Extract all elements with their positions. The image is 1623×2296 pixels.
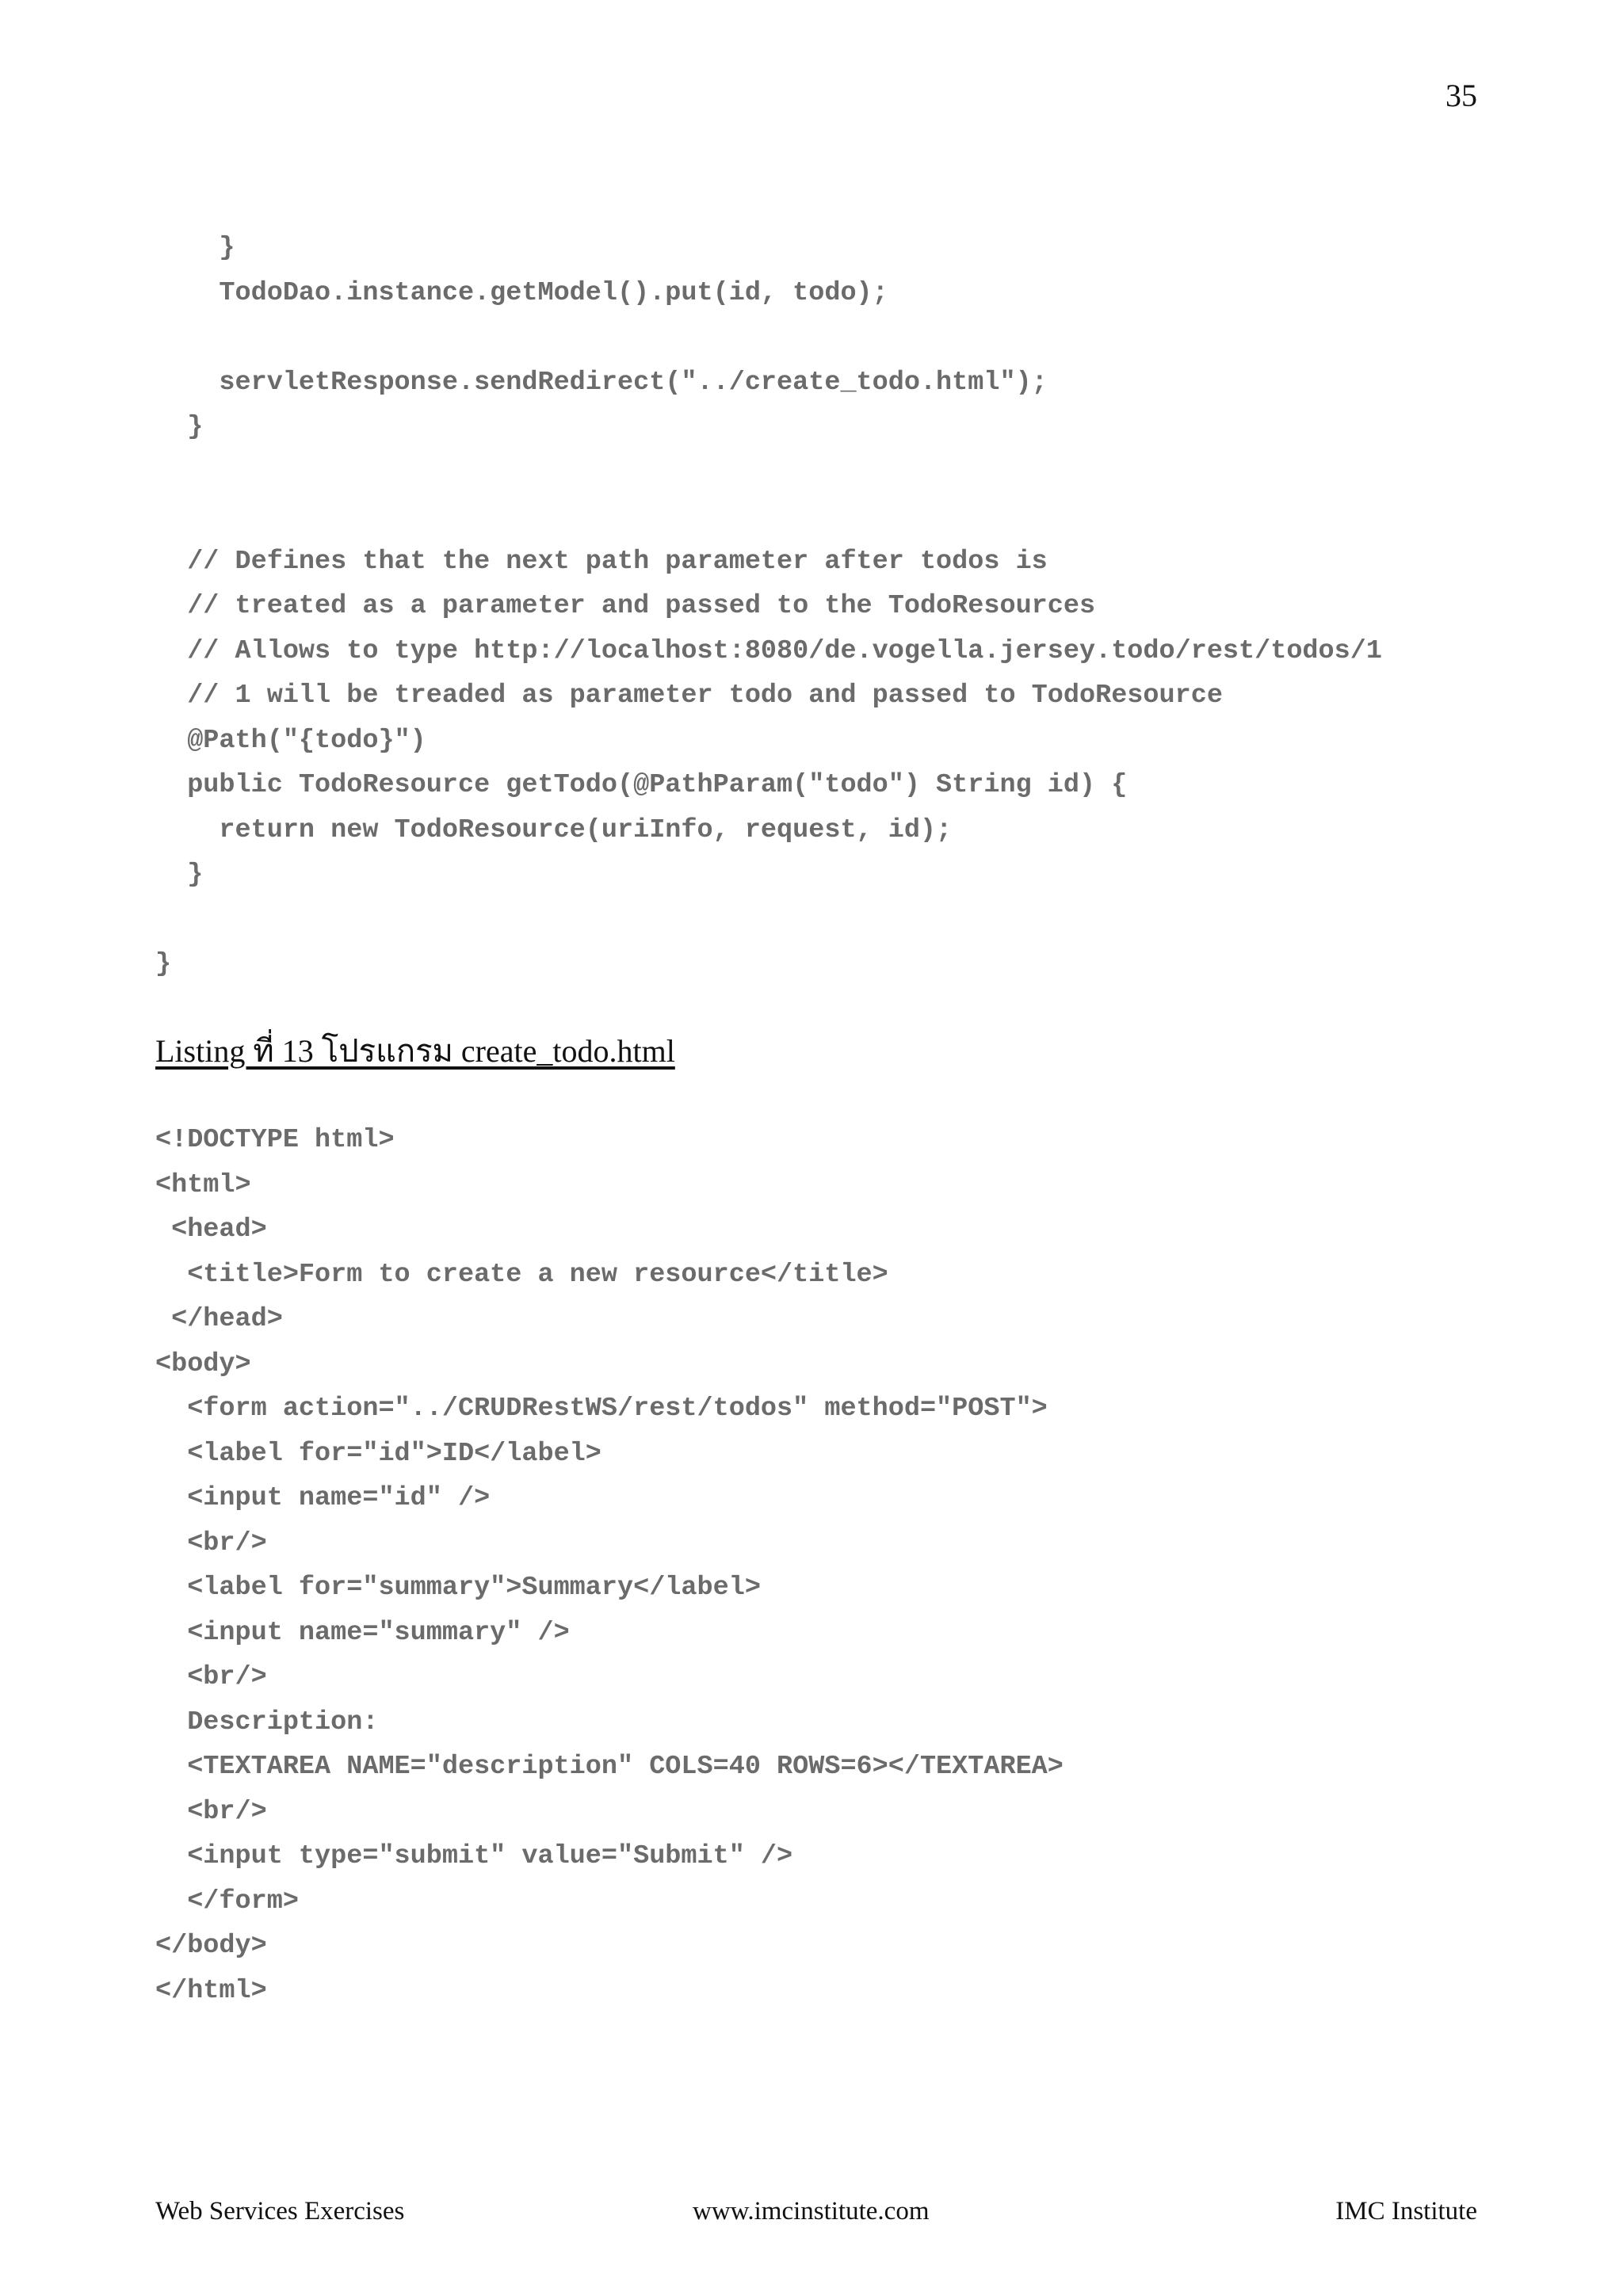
code-line: <input name="summary" /> — [155, 1617, 570, 1648]
code-line: </form> — [155, 1886, 299, 1917]
listing-caption: Listing ที่ 13 โปรแกรม create_todo.html — [155, 1033, 675, 1069]
code-line: } — [155, 233, 235, 263]
code-line: } — [155, 412, 204, 442]
code-line: } — [155, 860, 204, 890]
code-line: </head> — [155, 1304, 283, 1334]
code-line: <!DOCTYPE html> — [155, 1125, 395, 1155]
code-line: <title>Form to create a new resource</title> — [155, 1259, 888, 1290]
code-line: return new TodoResource(uriInfo, request, id); — [155, 814, 953, 845]
code-block-listing-13 — [155, 1118, 1064, 2013]
code-line: <input name="id" /> — [155, 1483, 491, 1513]
code-line: servletResponse.sendRedirect("../create_todo.html"); — [155, 367, 1048, 398]
code-line: <html> — [155, 1169, 251, 1200]
code-line: } — [155, 949, 172, 979]
code-line: <label for="summary">Summary</label> — [155, 1573, 761, 1603]
code-line: <input type="submit" value="Submit" /> — [155, 1841, 793, 1871]
code-line: // Allows to type http://localhost:8080/de.vogella.jersey.todo/rest/todos/1 — [155, 635, 1382, 666]
code-block-continued — [155, 226, 1382, 987]
page-number: 35 — [1445, 78, 1477, 113]
footer-organization: IMC Institute — [1335, 2197, 1477, 2225]
code-line: // 1 will be treaded as parameter todo and passed to TodoResource — [155, 681, 1223, 711]
code-line: <label for="id">ID</label> — [155, 1438, 601, 1469]
code-line: <br/> — [155, 1796, 267, 1827]
code-line: <body> — [155, 1348, 251, 1379]
code-line: </html> — [155, 1975, 267, 2006]
code-line: <form action="../CRUDRestWS/rest/todos" method="POST"> — [155, 1394, 1048, 1424]
code-line: <head> — [155, 1215, 267, 1245]
code-line: // Defines that the next path parameter after todos is — [155, 546, 1048, 577]
code-line: TodoDao.instance.getModel().put(id, todo); — [155, 277, 888, 308]
code-line: Description: — [155, 1707, 379, 1737]
code-line: <br/> — [155, 1662, 267, 1692]
code-line: </body> — [155, 1931, 267, 1961]
code-line — [155, 494, 1382, 540]
code-line: <TEXTAREA NAME="description" COLS=40 ROWS=6></TEXTAREA> — [155, 1752, 1064, 1782]
code-line — [155, 898, 1382, 943]
code-line — [155, 450, 1382, 495]
footer-course-title: Web Services Exercises — [155, 2197, 405, 2225]
footer-website: www.imcinstitute.com — [693, 2197, 930, 2225]
code-line — [155, 315, 1382, 360]
code-line: <br/> — [155, 1527, 267, 1558]
code-line: @Path("{todo}") — [155, 725, 426, 756]
code-line: // treated as a parameter and passed to the TodoResources — [155, 591, 1096, 621]
code-line: public TodoResource getTodo(@PathParam("todo") String id) { — [155, 770, 1128, 800]
